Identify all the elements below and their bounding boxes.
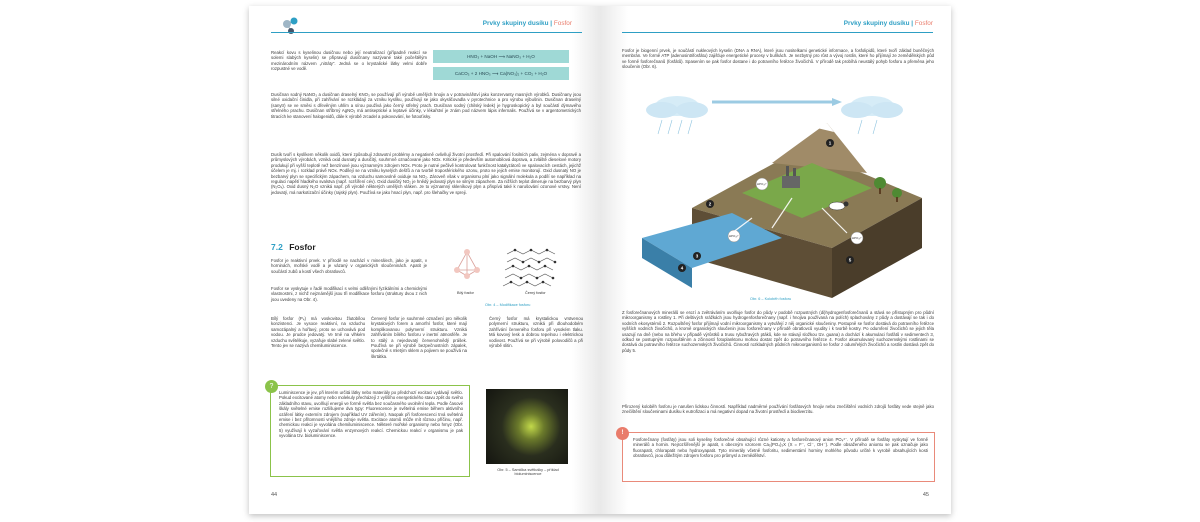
section-number: 7.2 — [271, 242, 283, 252]
figure5-caption: Obr. 5 – Samička světlušky – příklad bioluminiscence — [497, 468, 559, 476]
phosphorus-modifications-figure — [435, 244, 575, 300]
figure6-caption: Obr. 6 – Koloběh fosforu — [750, 297, 792, 301]
modifications-paragraph: Fosfor se vyskytuje v řadě modifikací s velmi odlišnými fyzikálními a chemickými vlastnostmi, z nichž nejznámější jsou tři modifikace fosforu (struktury dvou z nich jsou uvedeny na Obr. 4). — [271, 286, 427, 302]
human-influence-paragraph: Přirozený koloběh fosforu je narušen lidskou činností. Například nadměrné používání fosfátových hnojiv nebo znečištění vodních zdrojů fosfáty vede stejně jako znečištění sloučeninami dusíku k eutrofizaci a má negativní dopad na životní prostředí a biodiverzitu. — [622, 404, 934, 415]
biogenic-paragraph: Fosfor je biogenní prvek, je součástí nukleových kyselin (DNA a RNA), které jsou nositelkami genetické informace, a fosfolipidů, které tvoří základ buněčných membrán. Ve formě ATP (adenosintrifosfátu) zajišťuje energetické procesy v buňkách. Je nezbytný pro růst a vývoj rostlin, které ho přijímají ze zemědělských půd ve formě fosforečnanů (fosfátů). Spasením se pak fosfor dostane i do potravního řetězce živočichů. V přírodě tak probíhá neustálý pohyb fosforu a přeměna jeho sloučenin (Obr. 6). — [622, 48, 934, 70]
figure4-caption: Obr. 4 – Modifikace fosforu — [485, 303, 531, 307]
section-heading — [271, 242, 316, 252]
cycle-step-3: 3 — [695, 253, 699, 259]
header-section-right: Fosfor — [914, 20, 933, 27]
firefly-photo — [486, 389, 568, 464]
phosphates-infobox — [622, 432, 935, 482]
luminescence-infobox — [270, 385, 470, 477]
red-phosphorus-column: Červený fosfor je souhrnné označení pro několik krystalových forem a amorfní fosfor, které mají komplikovanou polymerní strukturu. Vzniká zahříváním bílého fosforu v inertní atmosféře. Je to stálý a nejedovatý červenohnědý prášek. Používá se při výrobě bezpečnostních zápalek, společně s mletým sklem a pojivem se používá na škrtátka. — [371, 316, 467, 359]
cycle-step-4: 4 — [680, 265, 684, 271]
infobox-text: Luminiscence je jev, při kterém určitá látky nebo materiály po předchozí excitaci vydávají světlo. Pokud excitované atomy nebo molekuly přecházejí z vyššího energetického stavu zpět do svého základního stavu, uvolňují energii ve formě světla bez současného uvolnění tepla. Podle časové škály světelné emise rozlišujeme dva typy: Fluorescence je světelná emise během aktivního ozáření látky externím zdrojem (například UV zářením). Naopak při fosforescenci trvá světelná emise i bez přítomnosti vnějšího zdroje světla. Excitace atomů může mít různou příčinu, např. chemickou reakci je vyvolána chemiluminiscence. Některé mořské organismy nebo hmyz (Obr. 5) využívají k vyzařování světla enzymových reakcí. Chemickou reakcí v organismu je pak vyvolána tzv. bioluminiscence. — [279, 390, 463, 439]
oxides-paragraph: Dusík tvoří s kyslíkem několik oxidů, které způsobují zdravotní problémy a negativně ovlivňují životní prostředí. Při spalování fosilních paliv, zejména v dopravě a průmyslových výrobách, vzniká oxid dusnatý a dusičitý, souhrnně označované jako NOx. Kritické je především automobilová doprava, a zvláště dieselové motory produkují při vyšší teplotě než benzínové jsou významným zdrojem NOx. Proto je nutné pečlivě kontrolovat funkčnost katalyzátorů ve spalovacích cestách, jejichž účelem je mj. i rozklad právě NOx. Podílejí se na vzniku kyselých dešťů a na tvorbě troposférického ozonu, proto se jejich emise monitorují. Oxid dusnatý NO je bezbarvý plyn se specifickým zápachem, na vzduchu samovolně oxiduje na NO₂. Zároveň však v organismu plní jako signální molekula a podílí se například na regulaci napětí hladkého svalstva (např. rozšíření cév). Oxid dusičitý NO₂ je hnědý jedovatý plyn se silným zápachem. Za nižších teplot dimeruje na bezbarvý plyn (N₂O₄). Oxid dusný N₂O vzniká např. při výrobě některých umělých vláken. Je to významný skleníkový plyn a přispívá také k narušování ozonové vrstvy. Není jedovatý, má narkotizační účinky (rajský plyn). Používá se jako hnací plyn, např. pro šlehačky ve spreji. — [271, 152, 581, 195]
white-phosphorus-molecule — [454, 249, 480, 279]
header-title-right: Prvky skupiny dusíku — [843, 20, 910, 27]
header-rule-right — [622, 32, 933, 33]
label-white-phosphorus: Bílý fosfor — [457, 291, 474, 295]
header-rule — [271, 32, 582, 33]
cloud-icon — [841, 96, 903, 118]
white-phosphorus-column: Bílý fosfor (P₄) má voskovitou žlutobílou konzistenci. Je vysoce reaktivní, na vzduchu samozápalný a hořlavý, proto se uchovává pod vodou. Je prudce jedovatý. Ve tmě na vlhkém vzduchu světélkuje, vyzařuje slabé zelené světlo. Tento jev se nazývá chemiluminiscence. — [271, 316, 365, 349]
ion-label: HPO₄²⁻ — [728, 234, 740, 238]
cycle-step-5: 5 — [848, 257, 852, 263]
intro-paragraph: Reakcí kovu s kyselinou dusičnou nebo její neutralizací (případně reakcí se solemi slabých kyselin) se připravují dusičnany nazývané také počeštělým mezinárodním názvem „nitráty“. Jedná se o krystalické látky velmi dobře rozpustné ve vodě. — [271, 50, 427, 72]
nitrates-paragraph: Dusičnan sodný NaNO₃ a dusičnan draselný KNO₃ se používají při výrobě umělých hnojiv a v potravinářství jako konzervanty masných výrobků. Dusičnany jsou silné oxidační činidla, při zahřívání se rozkládají za vzniku kyslíku, používají se jako okysličovadla v pyrotechnice a pro výrobu výbušnin. Dusičnan draselný (sanytr) se ve směsi s dřevěným uhlím a sírou používá jako černý střelný prach. Dusičnan sodný (chilský ledek) je hygroskopický a byl součástí dýmavého střelného prachu. Dusičnan stříbrný AgNO₃ má antiseptické a leptavé účinky, v lékařství je znám pod názvem lápis infernalis. Používá se v argentometrických titracích ke stanovení halogenidů, dále k výrobě zrcadel a pokovování, ke fotooťisky. — [271, 92, 581, 119]
page-number-right: 45 — [922, 492, 929, 498]
ion-label: HPO₄²⁻ — [756, 182, 768, 186]
cloud-icon — [646, 96, 708, 118]
cycle-step-1: 1 — [828, 140, 832, 146]
black-phosphorus-lattice — [503, 250, 555, 286]
right-page — [600, 6, 951, 514]
equation-box — [433, 50, 569, 83]
label-black-phosphorus: Černý fosfor — [525, 291, 546, 295]
header-title: Prvky skupiny dusíku — [482, 20, 549, 27]
ion-label: HPO₄²⁻ — [851, 236, 863, 240]
section-title: Fosfor — [289, 242, 316, 252]
header-section: Fosfor — [553, 20, 572, 27]
warning-icon: ! — [616, 427, 629, 440]
equation-2: CaCO₃ + 2 HNO₃ ⟶ Ca(NO₃)₂ + CO₂ + H₂O — [433, 67, 569, 80]
page-number-left: 44 — [271, 492, 278, 498]
cycle-step-2: 2 — [708, 201, 712, 207]
running-header: Prvky skupiny dusíku | Fosfor — [482, 20, 572, 27]
phosphorus-paragraph: Fosfor je reaktivní prvek. V přírodě se nachází v minerálech, jako je apatit, v horninách, mořské vodě a je vázaný v organických sloučeninách. Apatit je součástí zubů a kostí všech obratlovců. — [271, 258, 427, 274]
equation-1: HNO₃ + NaOH ⟶ NaNO₃ + H₂O — [433, 50, 569, 63]
phosphates-infobox-text: Fosforečnany (fosfáty) jsou soli kyseliny fosforečné obsahující různé kationty a fosforečnanový anion PO₄³⁻. V přírodě se fosfáty vyskytují ve formě minerálů a hornin. Nejrozšířenější je apatit, s obecným vzorcem Ca₅(PO₄)₃X (X = F⁻, Cl⁻, OH⁻). Podle obsaženého aniontu se pak označuje jako fluorapatit, chlorapatit nebo hydroxyapatit. Tyto minerály včetně fosforitu, sedimentární horniny mohlého původu určité k vyrobě obsahujících kosti obratlovců, jsou důležitým zdrojem fosforu pro průmysl a zemědělství. — [633, 437, 928, 459]
left-page — [249, 6, 600, 514]
molecule-logo-icon — [279, 14, 303, 38]
info-icon: ? — [265, 380, 278, 393]
black-phosphorus-column: Černý fosfor má krystalickou vrstvenou polymerní strukturu, vzniká při dlouhodobém zahřívání červeného fosforu při vysokém tlaku. Má kovový lesk a dobrou tepelnou i elektrickou vodivost. Používá se při výrobě polovodičů a při výrobě slitin. — [489, 316, 583, 349]
cycle-paragraph: Z fosforečnanových minerálů se erozí a zvětráváním uvolňuje fosfor do půdy v podobě rozpustných (di)hydrogenfosforečnanů a stává se přístupným pro půdní mikroorganismy a rostliny 1. Při deštivých srážkách jsou hydrogenfosforečnany (např. i hnojiva používaná na polích) splachovány z půdy a dostávají se tak i do vodních ekosystémů 2. Rozpuštěný fosfor přijímají vodní mikroorganismy a vytvářejí z něj organické sloučeniny. Postupně se fosfor dostává do potravního řetězce vyšších vodních živočichů, a kromě organických sloučenin jsou fosforečnany v přírodě obratlovců vyudity i k tvorbě kostry. Po odumření živočichů se jejich těla usazují na dně (nebo na břehu v případě výrůstků a trusu rybožravých ptáků, kde se stávají složkou tzv. guana) a dochází k akumulaci fosfátů v sedimentech 3, odkud se postupným rozpouštěním a zčinností fotoplanktonu mohou dostat zpět do potravního řetězce 4. Fosfor akumulovaný suchozemskými rostlinami se dostává do potravního řetězce suchozemských živočichů. Činností rozkladných půdních mikroorganismů se fosfor z odumřelých živočichů a rostlin dostává zpět do půdy 5. — [622, 310, 934, 353]
phosphorus-cycle-illustration — [622, 88, 934, 300]
book-spread — [249, 6, 951, 514]
running-header-right: Prvky skupiny dusíku | Fosfor — [843, 20, 933, 27]
